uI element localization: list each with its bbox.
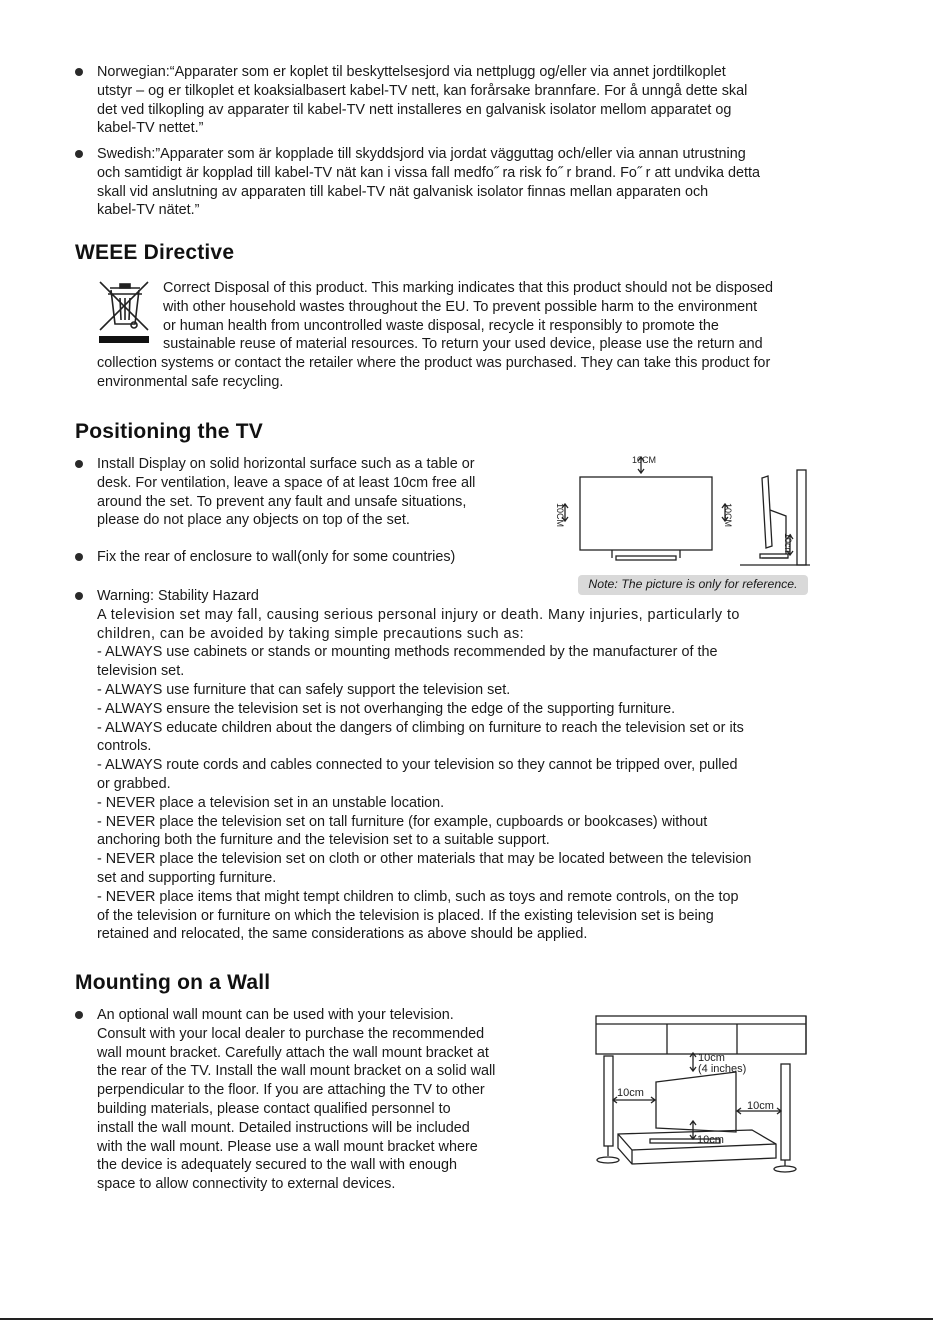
text-line: A television set may fall, causing serious personal injury or death. Many injuries, particularly to xyxy=(97,606,740,623)
mount-left-label: 10cm xyxy=(617,1087,644,1099)
swedish-paragraph xyxy=(97,145,760,220)
clearance-left-label: 10CM xyxy=(555,502,566,528)
bullet-wall-mount xyxy=(75,1011,83,1019)
text-line: controls. xyxy=(97,738,152,755)
text-line: building materials, please contact qualified personnel to xyxy=(97,1100,451,1117)
text-line: with other household wastes throughout the EU. To prevent possible harm to the environment xyxy=(163,298,758,315)
text-line: - NEVER place the television set on cloth or other materials that may be located between the television xyxy=(97,851,752,868)
text-line: Consult with your local dealer to purchase the recommended xyxy=(97,1025,485,1042)
text-line: det ved tilkopling av apparater til kabel-TV nett installeres en galvanisk isolator mellom apparatet og xyxy=(97,101,732,118)
positioning-heading: Positioning the TV xyxy=(75,420,263,443)
fix-rear-text: Fix the rear of enclosure to wall(only for some countries) xyxy=(97,549,456,565)
bullet-warning xyxy=(75,592,83,600)
weee-heading: WEEE Directive xyxy=(75,241,235,264)
text-line: - ALWAYS use cabinets or stands or mounting methods recommended by the manufacturer of the xyxy=(97,644,718,661)
bullet-fix-rear xyxy=(75,553,83,561)
text-line: anchoring both the furniture and the television set to a suitable support. xyxy=(97,832,550,849)
text-line: the rear of the TV. Install the wall mount bracket on a solid wall xyxy=(97,1063,496,1080)
mount-right-label: 10cm xyxy=(747,1100,774,1112)
text-line: with the wall mount. Please use a wall mount bracket where xyxy=(97,1138,478,1155)
mount-top-label: 10cm xyxy=(698,1052,725,1064)
mount-top-sub-label: (4 inches) xyxy=(698,1063,747,1075)
text-line: utstyr – og er tilkoplet et koaksialbasert kabel-TV nett, kan forårsake brannfare. For å unngå dette skal xyxy=(97,82,748,99)
text-line: perpendicular to the floor. If you are attaching the TV to other xyxy=(97,1082,485,1099)
text-line: children, can be avoided by taking simple precautions such as: xyxy=(97,625,525,642)
text-line: - ALWAYS use furniture that can safely support the television set. xyxy=(97,681,511,698)
text-line: - NEVER place the television set on tall furniture (for example, cupboards or bookcases) without xyxy=(97,813,708,830)
bullet-swedish xyxy=(75,150,83,158)
text-line: Warning: Stability Hazard xyxy=(97,588,259,604)
text-line: Norwegian:“Apparater som er koplet til beskyttelsesjord via nettplugg og/eller via annet jordtilkoplet xyxy=(97,64,726,80)
text-line: space to allow connectivity to external devices. xyxy=(97,1176,396,1193)
clearance-right-label: 10CM xyxy=(723,502,734,528)
weee-paragraph-continued xyxy=(97,354,770,392)
text-line: skall vid anslutning av apparaten till kabel-TV nät galvanisk isolator finnas mellan apparaten och xyxy=(97,183,709,200)
text-line: desk. For ventilation, leave a space of at least 10cm free all xyxy=(97,474,476,491)
text-line: - ALWAYS ensure the television set is not overhanging the edge of the supporting furniture. xyxy=(97,700,676,717)
text-line: Install Display on solid horizontal surface such as a table or xyxy=(97,456,475,472)
text-line: set and supporting furniture. xyxy=(97,869,277,886)
clearance-side-label: 10cm xyxy=(783,532,794,556)
footer-rule xyxy=(0,1318,933,1320)
text-line: around the set. To prevent any fault and unsafe situations, xyxy=(97,493,467,510)
text-line: retained and relocated, the same considerations as above should be applied. xyxy=(97,926,588,943)
text-line: television set. xyxy=(97,663,185,680)
norwegian-paragraph xyxy=(97,63,747,138)
wall-mount-paragraph xyxy=(97,1006,495,1194)
weee-paragraph xyxy=(163,279,773,354)
tv-clearance-diagram xyxy=(550,450,820,570)
mount-bottom-label: 10cm xyxy=(697,1134,724,1146)
text-line: or human health from uncontrolled waste disposal, recycle it responsibly to promote the xyxy=(163,317,719,334)
mounting-heading: Mounting on a Wall xyxy=(75,971,271,994)
bullet-install xyxy=(75,460,83,468)
warning-paragraph xyxy=(97,587,751,944)
install-paragraph xyxy=(97,455,475,530)
text-line: sustainable reuse of material resources. To return your used device, please use the return and xyxy=(163,336,763,353)
text-line: - ALWAYS educate children about the dangers of climbing on furniture to reach the television set or its xyxy=(97,719,744,736)
text-line: wall mount bracket. Carefully attach the wall mount bracket at xyxy=(97,1044,489,1061)
text-line: or grabbed. xyxy=(97,775,171,792)
text-line: Correct Disposal of this product. This marking indicates that this product should not be disposed xyxy=(163,280,774,296)
text-line: kabel-TV nettet.” xyxy=(97,120,204,137)
text-line: install the wall mount. Detailed instructions will be included xyxy=(97,1119,470,1136)
text-line: - NEVER place a television set in an unstable location. xyxy=(97,794,445,811)
wheelie-bin-icon xyxy=(96,280,152,346)
clearance-top-label: 10CM xyxy=(632,455,657,465)
text-line: An optional wall mount can be used with your television. xyxy=(97,1007,454,1023)
text-line: the device is adequately secured to the wall with enough xyxy=(97,1157,457,1174)
reference-note: Note: The picture is only for reference. xyxy=(578,575,808,595)
text-line: och samtidigt är kopplad till kabel-TV nät kan i vissa fall medfo˝ ra risk fo˝ r brand. Fo˝ r att undvika detta xyxy=(97,164,761,181)
text-line: - NEVER place items that might tempt children to climb, such as toys and remote controls, on the top xyxy=(97,888,739,905)
text-line: collection systems or contact the retailer where the product was purchased. They can take this product for xyxy=(97,355,771,371)
bullet-norwegian xyxy=(75,68,83,76)
text-line: Swedish:”Apparater som är kopplade till skyddsjord via jordat vägguttag och/eller via annan utrustning xyxy=(97,146,746,162)
text-line: kabel-TV nätet.” xyxy=(97,202,200,219)
text-line: - ALWAYS route cords and cables connected to your television so they cannot be tripped over, pulled xyxy=(97,757,738,774)
text-line: environmental safe recycling. xyxy=(97,373,284,390)
text-line: please do not place any objects on top of the set. xyxy=(97,512,410,529)
text-line: of the television or furniture on which the television is placed. If the existing television set is being xyxy=(97,907,714,924)
